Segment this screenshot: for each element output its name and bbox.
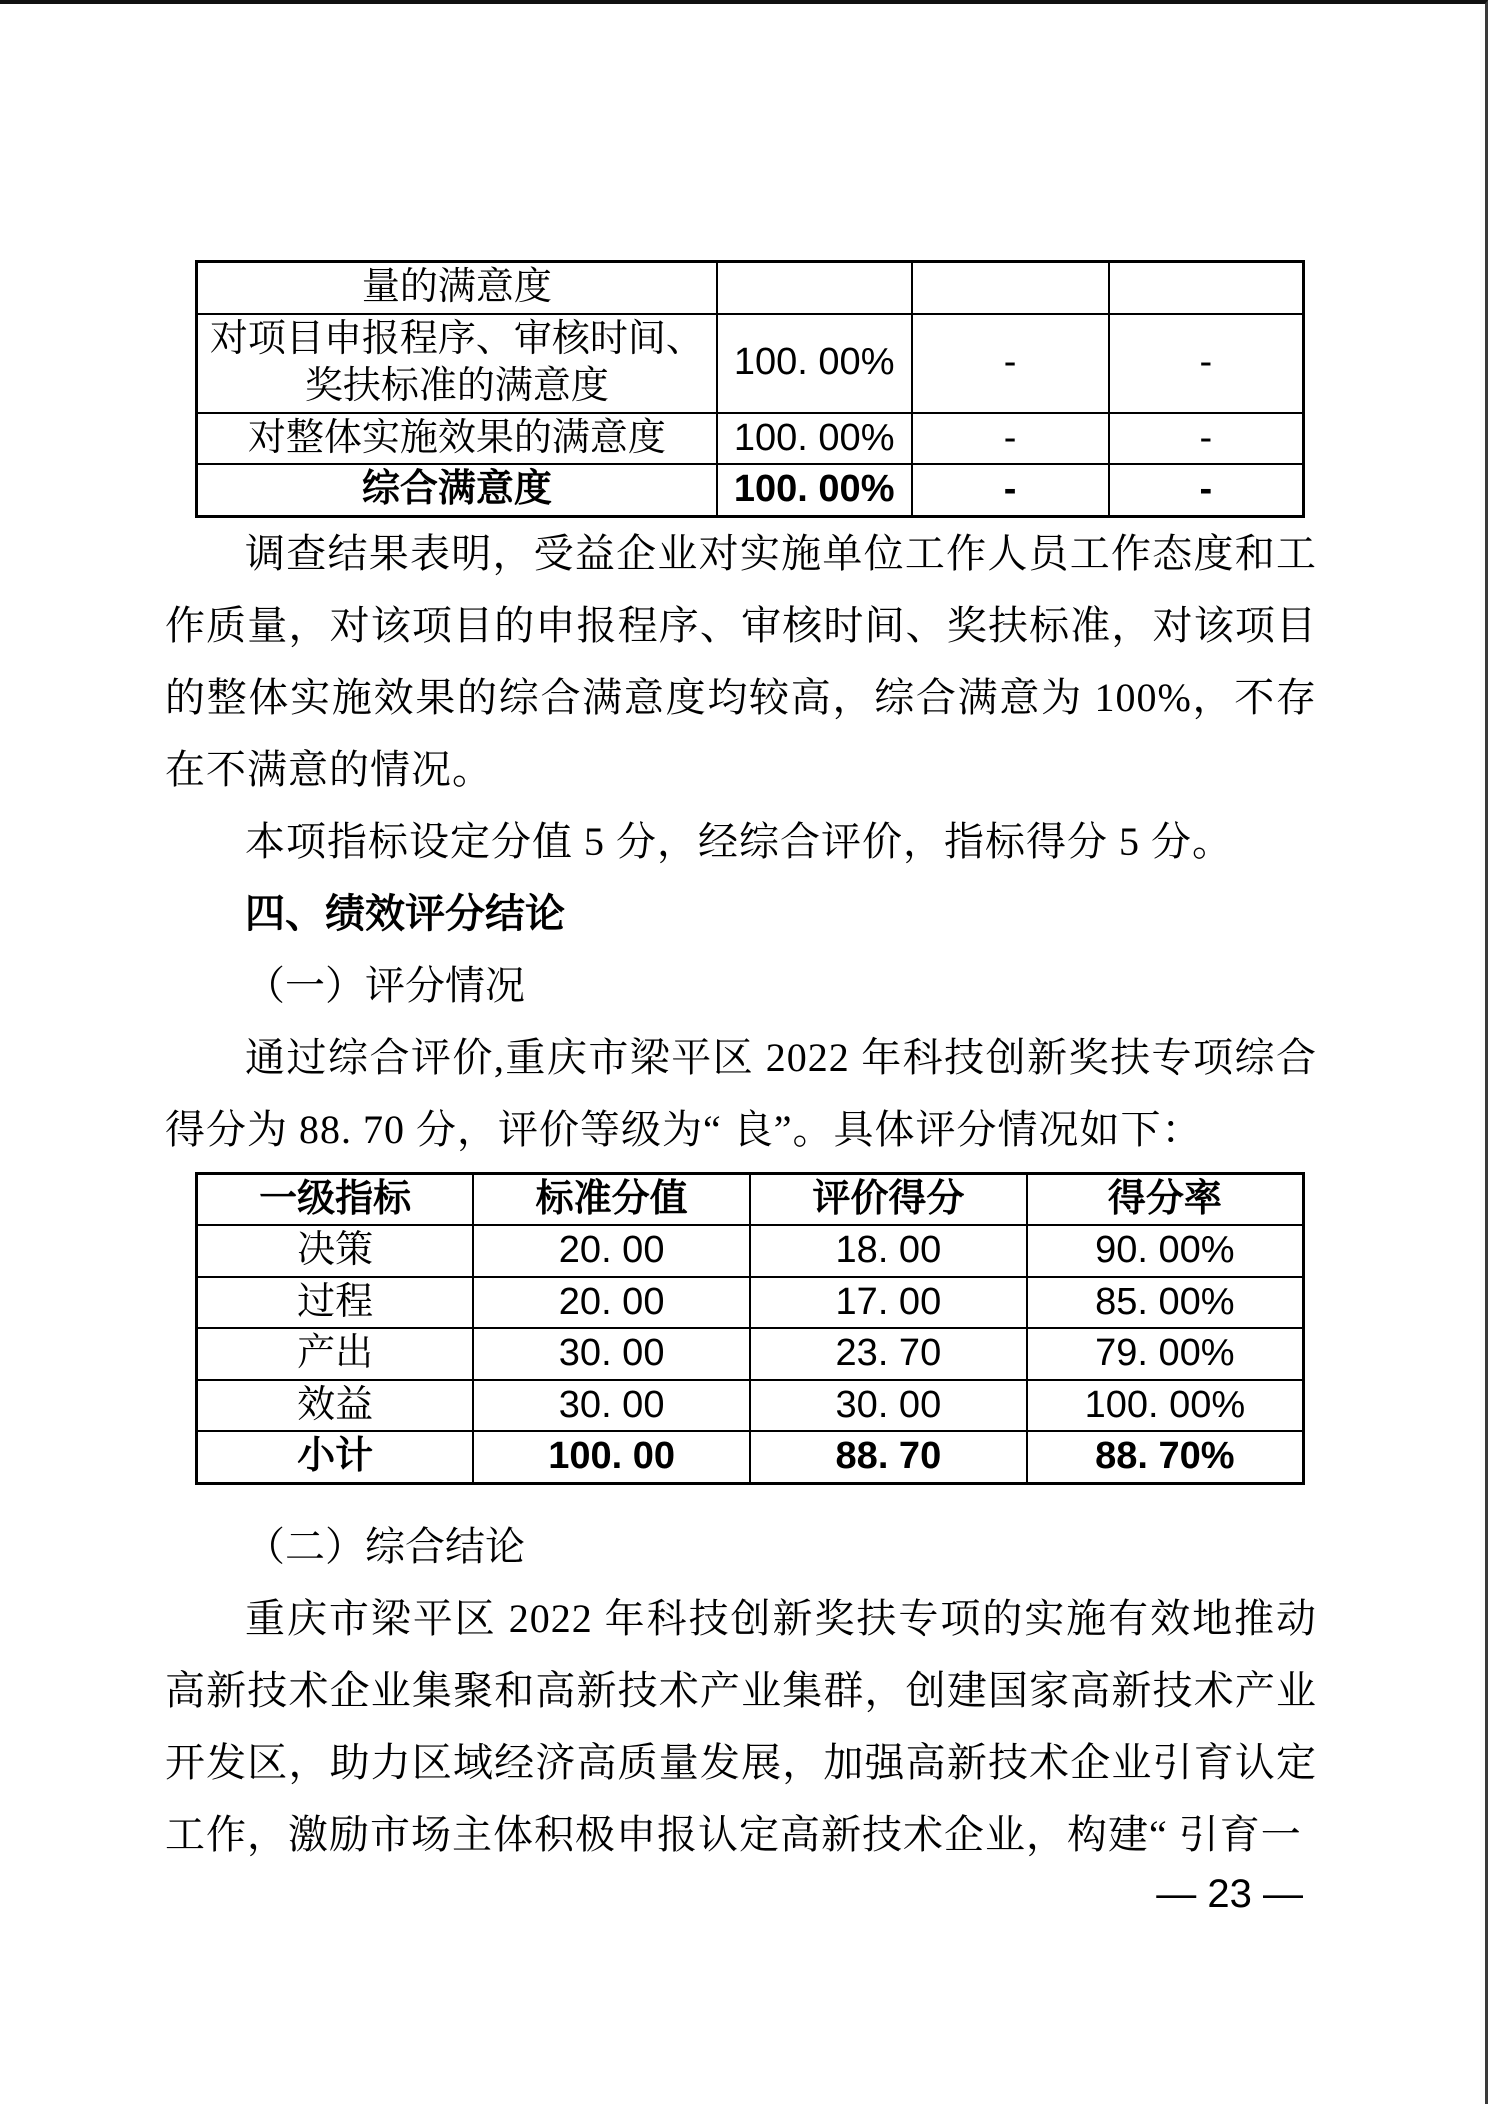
table-cell: 30. 00 <box>750 1380 1027 1432</box>
table-row <box>197 413 1304 465</box>
table-cell: 100. 00% <box>717 464 912 516</box>
table-cell: 88. 70 <box>750 1431 1027 1483</box>
score-table-header-rate: 得分率 <box>1027 1173 1304 1225</box>
table-cell: 30. 00 <box>473 1380 750 1432</box>
table-row <box>197 1225 1304 1277</box>
sub-heading-scoring: （一）评分情况 <box>245 962 525 1008</box>
table-cell: - <box>912 314 1109 413</box>
table-row <box>197 1380 1304 1432</box>
table-cell: 90. 00% <box>1027 1225 1304 1277</box>
paragraph-conclusion: 重庆市梁平区 2022 年科技创新奖扶专项的实施有效地推动高新技术企业集聚和高新技术产业集群，创建国家高新技术产业开发区，助力区域经济高质量发展，加强高新技术企业引育认定工作，激励市场主体积极申报认定高新技术企业，构建“ 引育一 <box>165 1595 1317 1857</box>
table-cell: 18. 00 <box>750 1225 1027 1277</box>
table-cell: 30. 00 <box>473 1328 750 1380</box>
table-row <box>197 1328 1304 1380</box>
table-row <box>197 1277 1304 1329</box>
table-cell: 产出 <box>197 1328 474 1380</box>
paragraph-indicator-score: 本项指标设定分值 5 分，经综合评价，指标得分 5 分。 <box>245 818 1233 864</box>
score-table-header-row <box>197 1173 1304 1225</box>
sub-heading-conclusion: （二）综合结论 <box>245 1523 525 1569</box>
table-cell: 效益 <box>197 1380 474 1432</box>
table-cell: - <box>912 464 1109 516</box>
table-cell: 决策 <box>197 1225 474 1277</box>
score-table-header-score: 评价得分 <box>750 1173 1027 1225</box>
score-table <box>195 1172 1305 1485</box>
table-cell <box>1109 262 1304 314</box>
table-cell: 对项目申报程序、审核时间、奖扶标准的满意度 <box>197 314 717 413</box>
table-cell: - <box>1109 464 1304 516</box>
table-cell: 88. 70% <box>1027 1431 1304 1483</box>
table-row <box>197 262 1304 314</box>
table-row <box>197 1431 1304 1483</box>
table-cell: 79. 00% <box>1027 1328 1304 1380</box>
score-table-header-indicator: 一级指标 <box>197 1173 474 1225</box>
table-cell: 17. 00 <box>750 1277 1027 1329</box>
table-cell: 20. 00 <box>473 1225 750 1277</box>
paragraph-scoring-intro: 通过综合评价,重庆市梁平区 2022 年科技创新奖扶专项综合得分为 88. 70 分，评价等级为“ 良”。具体评分情况如下： <box>165 1034 1317 1152</box>
table-cell: 100. 00% <box>717 413 912 465</box>
table-cell: 20. 00 <box>473 1277 750 1329</box>
table-cell: 量的满意度 <box>197 262 717 314</box>
table-cell: 85. 00% <box>1027 1277 1304 1329</box>
table-cell: 100. 00 <box>473 1431 750 1483</box>
table-row <box>197 464 1304 516</box>
table-row <box>197 314 1304 413</box>
section-heading-performance-conclusion: 四、绩效评分结论 <box>245 891 565 936</box>
paragraph-survey-result: 调查结果表明，受益企业对实施单位工作人员工作态度和工作质量，对该项目的申报程序、审核时间、奖扶标准，对该项目的整体实施效果的综合满意度均较高，综合满意为 100%，不存在不满意的情况。 <box>165 530 1317 792</box>
page-content <box>0 260 1485 1871</box>
table-cell: 对整体实施效果的满意度 <box>197 413 717 465</box>
table-cell: 100. 00% <box>1027 1380 1304 1432</box>
table-cell: 100. 00% <box>717 314 912 413</box>
satisfaction-table <box>195 260 1305 518</box>
page-number: — 23 — <box>1156 1872 1303 1916</box>
table-cell: 综合满意度 <box>197 464 717 516</box>
table-cell: - <box>1109 314 1304 413</box>
score-table-header-standard: 标准分值 <box>473 1173 750 1225</box>
table-cell <box>717 262 912 314</box>
table-cell: - <box>912 413 1109 465</box>
table-cell: 过程 <box>197 1277 474 1329</box>
table-cell: 小计 <box>197 1431 474 1483</box>
table-cell: 23. 70 <box>750 1328 1027 1380</box>
table-cell: - <box>1109 413 1304 465</box>
table-cell <box>912 262 1109 314</box>
